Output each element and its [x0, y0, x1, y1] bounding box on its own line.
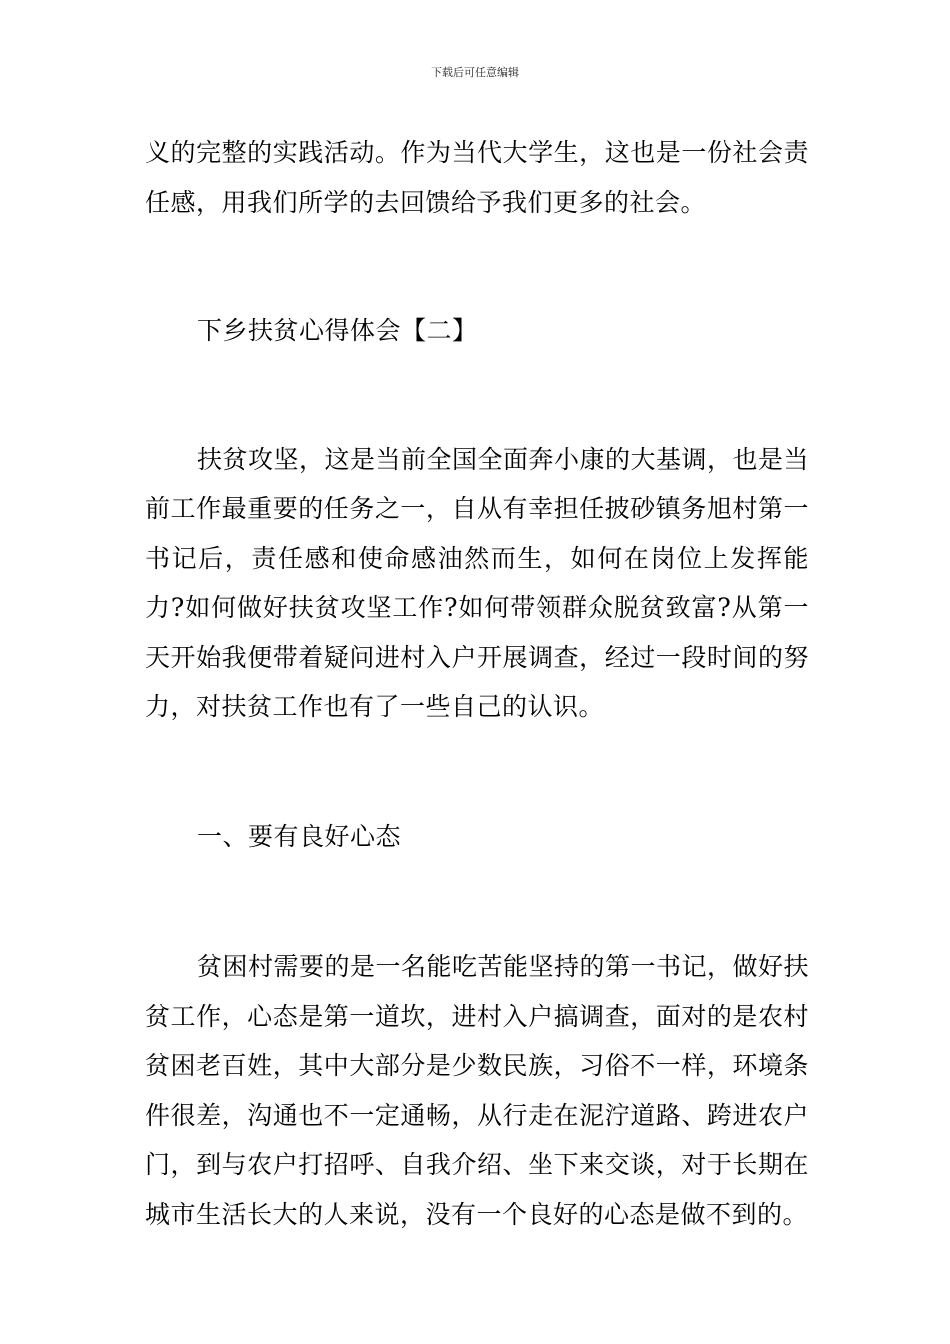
document-body: [145, 128, 809, 1239]
paragraph-1: 义的完整的实践活动。作为当代大学生，这也是一份社会责任感，用我们所学的去回馈给予我们更多的社会。: [145, 138, 809, 217]
paragraph-5: 贫困村需要的是一名能吃苦能坚持的第一书记，做好扶贫工作，心态是第一道坎，进村入户搞调查，面对的是农村贫困老百姓，其中大部分是少数民族，习俗不一样，环境条件很差，沟通也不一定通畅，从行走在泥泞道路、跨进农户门，到与农户打招呼、自我介绍、坐下来交谈，对于长期在城市生活长大的人来说，没有一个良好的心态是做不到的。: [145, 952, 810, 1229]
page-header: 下载后可任意编辑: [431, 66, 519, 79]
subheading-good-attitude: 一、要有良好心态: [197, 821, 402, 851]
paragraph-3: 扶贫攻坚，这是当前全国全面奔小康的大基调，也是当前工作最重要的任务之一，自从有幸担任披砂镇务旭村第一书记后，责任感和使命感油然而生，如何在岗位上发挥能力?如何做好扶贫攻坚工作?如何带领群众脱贫致富?从第一天开始我便带着疑问进村入户开展调查，经过一段时间的努力，对扶贫工作也有了一些自己的认识。: [145, 444, 810, 721]
section-heading-2: 下乡扶贫心得体会【二】: [197, 316, 478, 345]
